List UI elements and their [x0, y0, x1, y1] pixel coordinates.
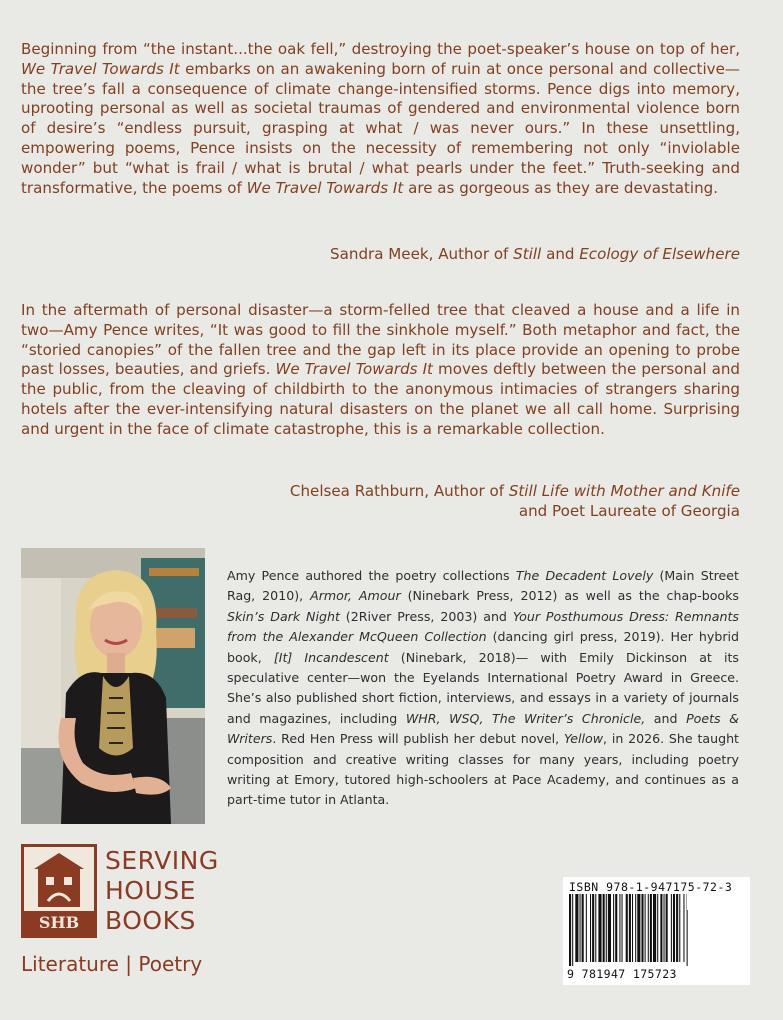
barcode-bar	[575, 894, 578, 962]
publisher-name-line: HOUSE	[105, 876, 196, 905]
barcode-bar	[673, 894, 675, 962]
barcode-bar	[582, 894, 584, 962]
barcode-bar	[648, 894, 649, 962]
barcode-bar	[590, 894, 591, 962]
barcode-bar	[679, 894, 680, 962]
barcode-bar	[683, 894, 684, 962]
author-photo	[21, 548, 205, 824]
blurb-sandra-meek	[21, 40, 740, 198]
barcode-bar	[586, 894, 587, 962]
barcode-addon-gap	[687, 894, 746, 910]
blurb-text: embarks on an awakening born of ruin at once personal and collective—the tree’s fall a consequence of climate change-intensified storms. Pence digs into memory, uprooting personal as well as societal traumas of gendered and environmental violence born of desire’s “endless pursuit, grasping at what / was never ours.” In these unsettling, empowering poems, Pence insists on the necessity of remembering not only “inviolable wonder” but “what is frail / what is brutal / what pearls under the feet.” Truth-seeking and transformative, the poems of	[21, 59, 740, 197]
publisher-logo-initials: SHB	[38, 913, 80, 932]
barcode-bar	[671, 894, 672, 962]
bio-book-title: Your Posthumous Dress: Remnants from the Alexander McQueen Collection	[227, 608, 739, 645]
barcode-digits: 9 781947 175723	[567, 967, 677, 981]
barcode-bar	[664, 894, 665, 962]
barcode-bar	[626, 894, 628, 962]
bio-text: and	[645, 710, 687, 726]
attribution-book: Still Life with Mother and Knife	[508, 482, 740, 500]
author-bio	[227, 566, 739, 811]
barcode-bars	[567, 894, 746, 966]
barcode-bar	[629, 894, 631, 962]
bio-text: Amy Pence authored the poetry collections	[227, 568, 516, 583]
barcode-bar	[645, 894, 646, 962]
barcode-bar	[641, 894, 643, 962]
barcode-bar	[622, 894, 623, 962]
attribution-title: and Poet Laureate of Georgia	[518, 501, 740, 520]
imprint-category: Literature | Poetry	[21, 952, 203, 976]
author-portrait-illustration	[21, 548, 205, 824]
attribution-book: Still	[513, 245, 542, 263]
barcode-bar	[603, 894, 605, 962]
barcode-bar	[632, 894, 633, 962]
barcode-bar	[619, 894, 620, 962]
isbn-barcode	[563, 877, 750, 985]
blurb-text: are as gorgeous as they are devastating.	[403, 178, 719, 197]
bio-text: (2River Press, 2003) and	[339, 608, 513, 624]
publisher-name-line: BOOKS	[105, 906, 196, 935]
bio-text: (Ninebark Press, 2012) as well as the chap-books	[400, 588, 739, 604]
barcode-bar	[650, 894, 652, 962]
bio-text: . Red Hen Press will publish her debut novel,	[272, 731, 564, 747]
barcode-bar	[635, 894, 636, 962]
attribution-text: Sandra Meek, Author of	[330, 245, 514, 263]
publisher-logo	[21, 844, 97, 938]
bio-book-title: [It] Incandescent	[273, 649, 389, 665]
attribution-sandra-meek	[330, 245, 740, 265]
barcode-bar	[572, 894, 573, 966]
barcode-bar	[660, 894, 662, 962]
bio-text: (dancing girl press, 2019). Her hybrid book,	[227, 629, 739, 665]
bio-book-title: The Decadent Lovely	[515, 568, 654, 583]
blurb-text: Beginning from “the instant...the oak fell,” destroying the poet-speaker’s house on top of her,	[21, 40, 740, 58]
bio-book-title: Skin’s Dark Night	[227, 608, 340, 624]
barcode-bar	[615, 894, 617, 962]
book-title: We Travel Towards It	[275, 360, 433, 379]
barcode-bar	[598, 894, 601, 962]
attribution-book: Ecology of Elsewhere	[579, 245, 740, 263]
barcode-bar	[653, 894, 656, 962]
book-title: We Travel Towards It	[21, 59, 180, 78]
attribution-text: Chelsea Rathburn, Author of	[289, 482, 509, 500]
bio-text: , in 2026. She taught composition and creative writing classes for many years, including poetry writing at Emory, tutored high-schoolers at Pace Academy, and continues as a part-time tutor in Atlanta.	[227, 731, 739, 808]
barcode-bar	[657, 894, 658, 962]
bio-text: (Ninebark, 2018)— with Emily Dickinson at its speculative center—won the Eyelands International Poetry Award in Greece. She’s also published short fiction, interviews, and essays in a variety of journals and magazines, including	[227, 649, 739, 726]
barcode-bar	[592, 894, 594, 962]
bio-journal-titles: Poets & Writers	[227, 710, 739, 747]
barcode-bar	[637, 894, 640, 962]
bio-journal-titles: WHR, WSQ, The Writer’s Chronicle,	[405, 710, 646, 726]
attribution-text: and	[541, 245, 580, 263]
bio-book-title: Armor, Amour	[310, 588, 401, 604]
barcode-bar	[580, 894, 581, 962]
barcode-bar	[569, 894, 571, 966]
bio-book-title: Yellow	[563, 731, 604, 747]
publisher-name-line: SERVING	[105, 846, 219, 875]
barcode-bar	[666, 894, 668, 962]
attribution-chelsea-rathburn	[290, 482, 740, 522]
blurb-text: moves deftly between the personal and the public, from the cleaving of childbirth to the anonymous intimacies of strangers sharing hotels after the ever-intensifying natural disasters on the planet we all call home. Surprising and urgent in the face of climate catastrophe, this is a remarkable collection.	[21, 360, 740, 438]
publisher-name	[105, 846, 219, 936]
isbn-number: ISBN 978-1-947175-72-3	[569, 880, 733, 894]
barcode-bar	[606, 894, 607, 962]
bio-text: (Main Street Rag, 2010),	[227, 568, 739, 604]
blurb-text: In the aftermath of personal disaster—a storm-felled tree that cleaved a house and a life in two—Amy Pence writes, “It was good to fill the sinkhole myself.” Both metaphor and fact, the “storied canopies” of the fallen tree and the gap left in its place provide an opening to probe past losses, beauties, and griefs.	[21, 301, 740, 379]
blurb-chelsea-rathburn	[21, 301, 740, 440]
book-title: We Travel Towards It	[246, 178, 404, 197]
barcode-bar	[613, 894, 614, 962]
barcode-bar	[676, 894, 678, 962]
barcode-bar	[595, 894, 596, 962]
barcode-bar	[608, 894, 611, 962]
